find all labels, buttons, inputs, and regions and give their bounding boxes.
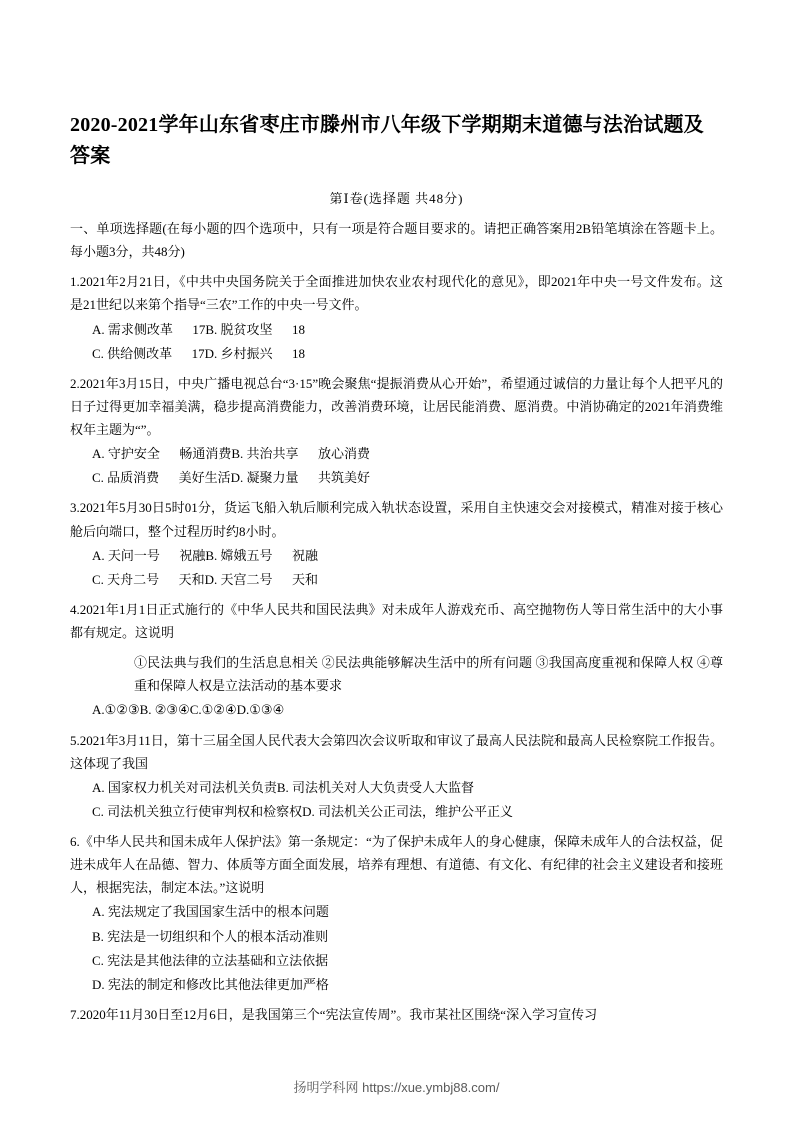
question-option-line: B. 宪法是一切组织和个人的根本活动准则	[92, 928, 329, 944]
question-stem: 2.2021年3月15日，中央广播电视总台“3·15”晚会聚焦“提振消费从心开始”，希望通过诚信的力量让每个人把平凡的日子过得更加幸福美满，稳步提高消费能力，改善消费环境，让居民能消费、愿消费。中消协确定的2021年消费维权年主题为“”。	[70, 375, 723, 437]
question-option-line: A.①②③B. ②③④C.①②④D.①③④	[92, 702, 285, 718]
question-stem: 6.《中华人民共和国未成年人保护法》第一条规定：“为了保护未成年人的身心健康，保障未成年人的合法权益，促进未成年人在品德、智力、体质等方面全面发展，培养有理想、有道德、有文化、有纪律的社会主义建设者和接班人，根据宪法，制定本法。”这说明	[70, 834, 723, 896]
page-footer	[0, 1077, 793, 1096]
question-stem: 7.2020年11月30日至12月6日，是我国第三个“宪法宣传周”。我市某社区围绕“深入学习宣传习	[70, 1006, 598, 1022]
question-option-line: D. 宪法的制定和修改比其他法律更加严格	[92, 976, 329, 992]
footer-brand: 扬明学科网	[293, 1080, 359, 1095]
question-option-line: C. 司法机关独立行使审判权和检察权D. 司法机关公正司法，维护公平正义	[92, 803, 514, 819]
question-option-line: A. 国家权力机关对司法机关负责B. 司法机关对人大负责受人大监督	[92, 779, 475, 795]
page-title: 2020-2021学年山东省枣庄市滕州市八年级下学期期末道德与法治试题及答案	[70, 114, 704, 167]
question-stem: 5.2021年3月11日，第十三届全国人民代表大会第四次会议听取和审议了最高人民法院和最高人民检察院工作报告。这体现了我国	[70, 732, 723, 771]
question-stem: 3.2021年5月30日5时01分，货运飞船入轨后顺利完成入轨状态设置，采用自主快速交会对接模式，精准对接于核心舱后向端口，整个过程历时约8小时。	[70, 500, 723, 539]
question-option-line: C. 宪法是其他法律的立法基础和立法依据	[92, 952, 329, 968]
instruction-text: 一、单项选择题(在每小题的四个选项中，只有一项是符合题目要求的。请把正确答案用2B铅笔填涂在答题卡上。每小题3分，共48分)	[70, 221, 723, 260]
section-header: 第Ⅰ卷(选择题 共48分)	[329, 191, 464, 206]
question-option-line: A. 需求侧改革 17B. 脱贫攻坚 18	[92, 321, 306, 337]
question-option-line: A. 天问一号 祝融B. 嫦娥五号 祝融	[92, 547, 319, 563]
question-option-line: C. 天舟二号 天和D. 天宫二号 天和	[92, 571, 319, 587]
footer-url: https://xue.ymbj88.com/	[362, 1080, 500, 1095]
question-option-line: A. 宪法规定了我国国家生活中的根本问题	[92, 904, 329, 920]
question-option-line: C. 品质消费 美好生活D. 凝聚力量 共筑美好	[92, 470, 371, 486]
question-option-line: A. 守护安全 畅通消费B. 共治共享 放心消费	[92, 446, 371, 462]
question-stem: 4.2021年1月1日正式施行的《中华人民共和国民法典》对未成年人游戏充币、高空抛物伤人等日常生活中的大小事都有规定。这说明	[70, 601, 723, 640]
question-sub-line: ①民法典与我们的生活息息相关 ②民法典能够解决生活中的所有问题 ③我国高度重视和保障人权 ④尊重和保障人权是立法活动的基本要求	[134, 655, 723, 694]
question-stem: 1.2021年2月21日，《中共中央国务院关于全面推进加快农业农村现代化的意见》，即2021年中央一号文件发布。这是21世纪以来第个指导“三农”工作的中央一号文件。	[70, 274, 723, 313]
question-option-line: C. 供给侧改革 17D. 乡村振兴 18	[92, 345, 306, 361]
